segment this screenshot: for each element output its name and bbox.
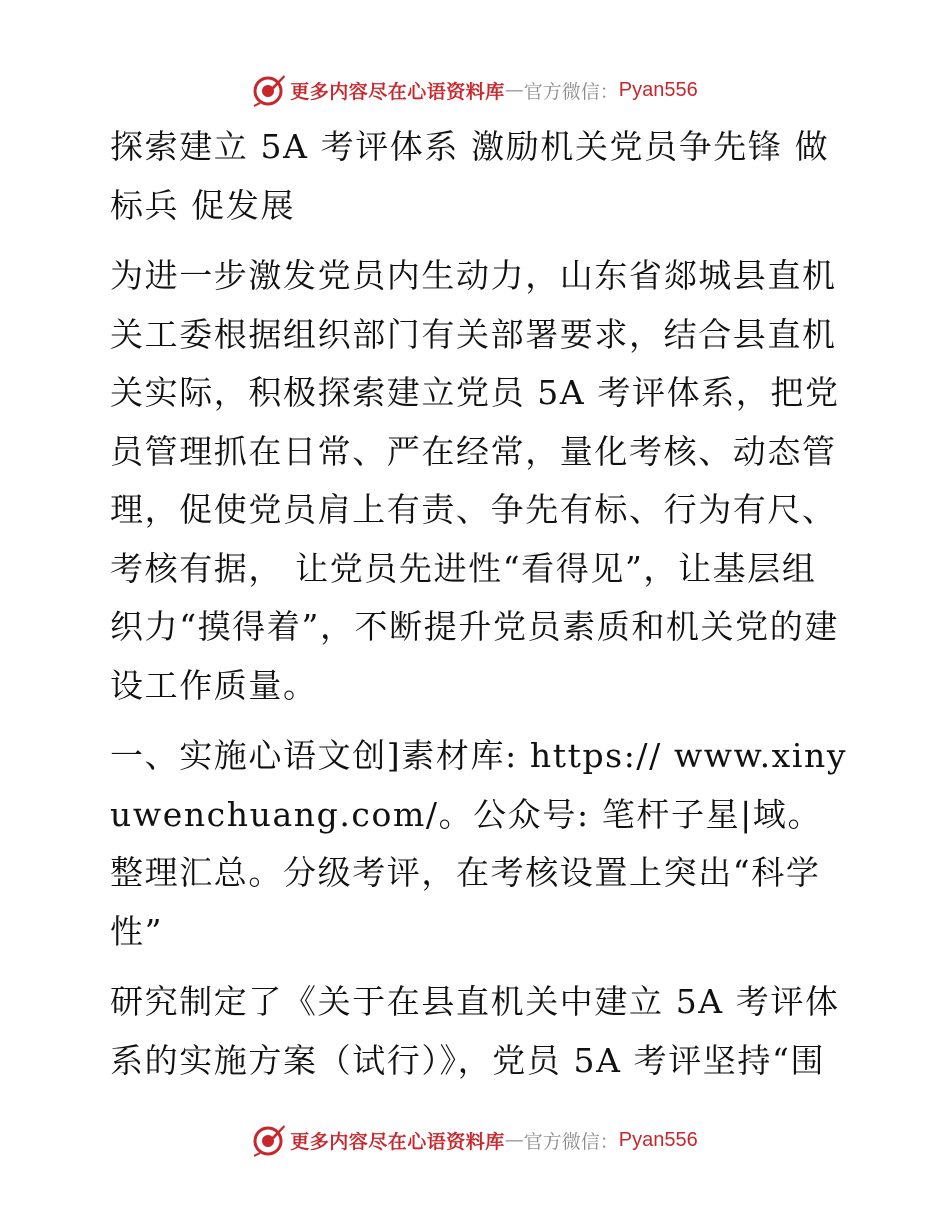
paragraph-1: 为进一步激发党员内生动力，山东省郯城县直机关工委根据组织部门有关部署要求，结合县直机关实际，积极探索建立党员 5A 考评体系，把党员管理抓在日常、严在经常，量化考核、动态管理，促使党员肩上有责、争先有标、行为有尺、考核有据， 让党员先进性“看得见”，让基层组织力“摸得着”，不断提升党员素质和机关党的建设工作质量。 (110, 256, 840, 705)
banner-wechat-id: Pyan556 (618, 1128, 698, 1151)
banner-wechat-id: Pyan556 (618, 78, 698, 101)
banner-text: 更多内容尽在心语资料库 (290, 80, 505, 103)
quill-seal-icon (252, 73, 286, 107)
banner-wechat-label: 官方微信： (523, 1130, 619, 1153)
banner-text: 更多内容尽在心语资料库 (290, 1130, 505, 1153)
footer-banner (0, 1120, 950, 1160)
banner-dash: — (504, 1129, 524, 1151)
banner-wechat-label: 官方微信： (523, 80, 619, 103)
paragraph-3: 研究制定了《关于在县直机关中建立 5A 考评体系的实施方案（试行）》，党员 5A 考评坚持“围 (110, 982, 840, 1080)
document-title: 探索建立 5A 考评体系 激励机关党员争先锋 做标兵 促发展 (110, 127, 830, 225)
banner-dash: — (504, 79, 524, 101)
paragraph-2: 一、实施心语文创]素材库: https:// www.xinyuwenchuang.com/。公众号: 笔杆子星|域。整理汇总。分级考评，在考核设置上突出“科学性” (110, 736, 848, 951)
quill-seal-icon (252, 1123, 286, 1157)
document-body (98, 118, 850, 1102)
header-banner (0, 70, 950, 110)
